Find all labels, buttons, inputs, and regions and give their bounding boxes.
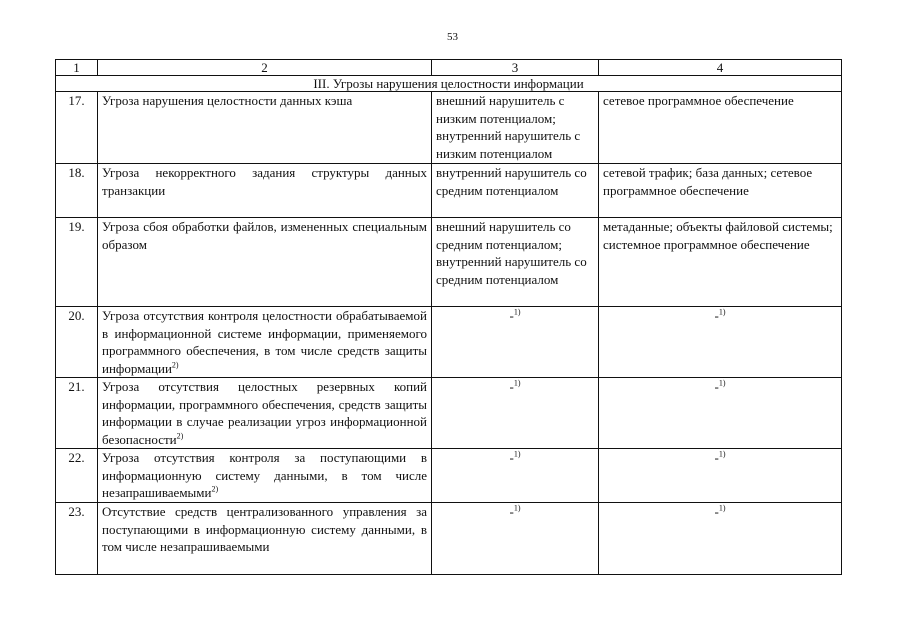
- section-title: III. Угрозы нарушения целостности информации: [56, 76, 842, 92]
- table-row: [56, 449, 842, 503]
- objects-cell: метаданные; объекты файловой системы; системное программное обеспечение: [599, 218, 842, 307]
- section-row: [56, 76, 842, 92]
- threat-description: Угроза нарушения целостности данных кэша: [98, 92, 432, 164]
- column-number-2: 2: [98, 60, 432, 76]
- threat-description: Отсутствие средств централизованного управления за поступающими в информационную систему данными, в том числе незапрашиваемыми: [98, 503, 432, 575]
- threat-description: Угроза сбоя обработки файлов, измененных специальным образом: [98, 218, 432, 307]
- violator-cell: -$^{1)}$: [432, 449, 599, 503]
- column-number-4: 4: [599, 60, 842, 76]
- row-number: 23.: [56, 503, 98, 575]
- threat-description: Угроза отсутствия контроля целостности обрабатываемой в информационной системе информации, применяемого программного обеспечения, в том числе средств защиты информации$^{2)}$: [98, 307, 432, 378]
- objects-cell: сетевой трафик; база данных; сетевое программное обеспечение: [599, 164, 842, 218]
- threat-description: Угроза некорректного задания структуры данных транзакции: [98, 164, 432, 218]
- objects-cell: сетевое программное обеспечение: [599, 92, 842, 164]
- column-number-3: 3: [432, 60, 599, 76]
- violator-cell: -$^{1)}$: [432, 378, 599, 449]
- page-number: 53: [447, 31, 458, 43]
- violator-cell: внутренний нарушитель со средним потенциалом: [432, 164, 599, 218]
- threat-description: Угроза отсутствия целостных резервных копий информации, программного обеспечения, средств защиты информации в случае реализации угроз информационной безопасности$^{2)}$: [98, 378, 432, 449]
- row-number: 22.: [56, 449, 98, 503]
- objects-cell: -$^{1)}$: [599, 449, 842, 503]
- table-row: [56, 378, 842, 449]
- row-number: 20.: [56, 307, 98, 378]
- column-numbers-row: [56, 60, 842, 76]
- violator-cell: -$^{1)}$: [432, 307, 599, 378]
- column-number-1: 1: [56, 60, 98, 76]
- objects-cell: -$^{1)}$: [599, 307, 842, 378]
- threats-table: [55, 59, 842, 575]
- violator-cell: -$^{1)}$: [432, 503, 599, 575]
- table-row: [56, 92, 842, 164]
- violator-cell: внешний нарушитель с низким потенциалом; внутренний нарушитель с низким потенциалом: [432, 92, 599, 164]
- violator-cell: внешний нарушитель со средним потенциалом; внутренний нарушитель со средним потенциалом: [432, 218, 599, 307]
- row-number: 19.: [56, 218, 98, 307]
- table-row: [56, 218, 842, 307]
- table-row: [56, 307, 842, 378]
- row-number: 18.: [56, 164, 98, 218]
- table-row: [56, 503, 842, 575]
- threat-description: Угроза отсутствия контроля за поступающими в информационную систему данными, в том числе незапрашиваемыми$^{2)}$: [98, 449, 432, 503]
- row-number: 17.: [56, 92, 98, 164]
- objects-cell: -$^{1)}$: [599, 378, 842, 449]
- row-number: 21.: [56, 378, 98, 449]
- table-row: [56, 164, 842, 218]
- objects-cell: -$^{1)}$: [599, 503, 842, 575]
